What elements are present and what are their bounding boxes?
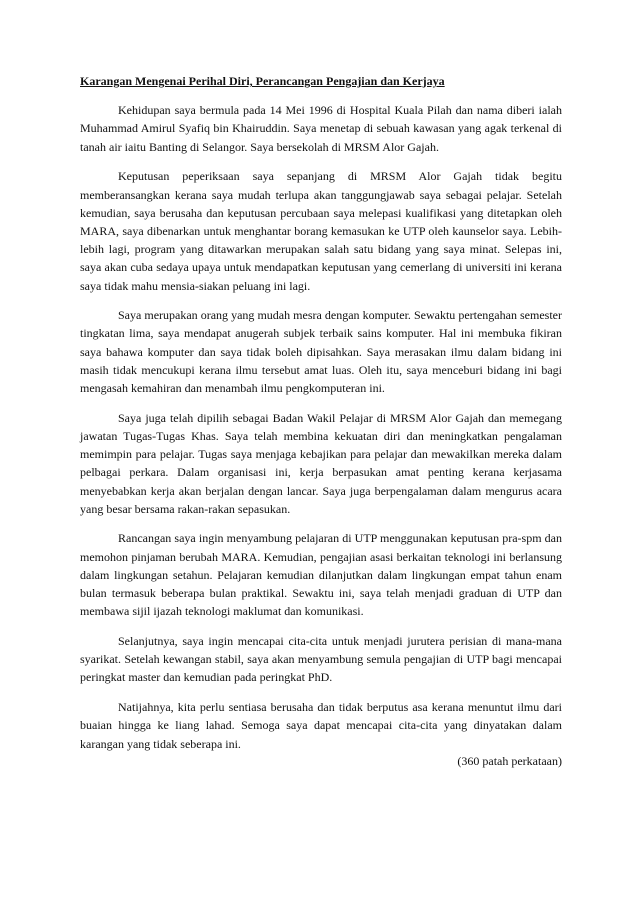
paragraph-3: Saya merupakan orang yang mudah mesra dengan komputer. Sewaktu pertengahan semester tingkatan lima, saya mendapat anugerah subjek terbaik sains komputer. Hal ini membuka fikiran saya bahawa komputer dan saya tidak boleh dipisahkan. Saya merasakan ilmu dalam bidang ini masih tidak mencukupi kerana ilmu tersebut amat luas. Oleh itu, saya menceburi bidang ini bagi mengasah kemahiran dan menambah ilmu pengkomputeran ini. (80, 308, 562, 396)
paragraph-4: Saya juga telah dipilih sebagai Badan Wakil Pelajar di MRSM Alor Gajah dan memegang jawatan Tugas-Tugas Khas. Saya telah membina kekuatan diri dan meningkatkan pengalaman memimpin para pelajar. Tugas saya menjaga kebajikan para pelajar dan mewakilkan mereka dalam pelbagai perkara. Dalam organisasi ini, kerja berpasukan amat penting kerana kerjasama menyebabkan kerja akan berjalan dengan lancar. Saya juga berpengalaman dalam mengurus acara yang besar bersama rakan-rakan sepasukan. (80, 410, 562, 516)
paragraph-7: Natijahnya, kita perlu sentiasa berusaha dan tidak berputus asa kerana menuntut ilmu dari buaian hingga ke liang lahad. Semoga saya dapat mencapai cita-cita yang dinyatakan dalam karangan yang tidak seberapa ini. (80, 700, 562, 751)
essay-title: Karangan Mengenai Perihal Diri, Perancangan Pengajian dan Kerjaya (80, 74, 445, 88)
word-count: (360 patah perkataan) (457, 754, 562, 768)
paragraph-1: Kehidupan saya bermula pada 14 Mei 1996 di Hospital Kuala Pilah dan nama diberi ialah Muhammad Amirul Syafiq bin Khairuddin. Saya menetap di sebuah kawasan yang agak terkenal di tanah air iaitu Banting di Selangor. Saya bersekolah di MRSM Alor Gajah. (80, 103, 562, 154)
paragraph-2: Keputusan peperiksaan saya sepanjang di MRSM Alor Gajah tidak begitu memberansangkan kerana saya mudah terlupa akan tanggungjawab saya sebagai pelajar. Setelah kemudian, saya berusaha dan keputusan percubaan saya melepasi kualifikasi yang ditetapkan oleh MARA, saya dibenarkan untuk menghantar borang kemasukan ke UTP oleh kaunselor saya. Lebih-lebih lagi, program yang ditawarkan merupakan salah satu bidang yang saya minat. Selepas ini, saya akan cuba sedaya upaya untuk mendapatkan keputusan yang cemerlang di universiti ini kerana saya tidak mahu mensia-siakan peluang ini lagi. (80, 169, 562, 293)
essay-page (80, 72, 562, 764)
paragraph-5: Rancangan saya ingin menyambung pelajaran di UTP menggunakan keputusan pra-spm dan memohon pinjaman berubah MARA. Kemudian, pengajian asasi berkaitan teknologi ini berlansung dalam lingkungan setahun. Pelajaran kemudian dilanjutkan dalam lingkungan empat tahun enam bulan termasuk beberapa bulan praktikal. Sewaktu ini, saya telah menjadi graduan di UTP dan membawa sijil ijazah teknologi maklumat dan komunikasi. (80, 531, 562, 619)
paragraph-6: Selanjutnya, saya ingin mencapai cita-cita untuk menjadi jurutera perisian di mana-mana syarikat. Setelah kewangan stabil, saya akan menyambung semula pengajian di UTP bagi mencapai peringkat master dan kemudian pada peringkat PhD. (80, 633, 562, 685)
